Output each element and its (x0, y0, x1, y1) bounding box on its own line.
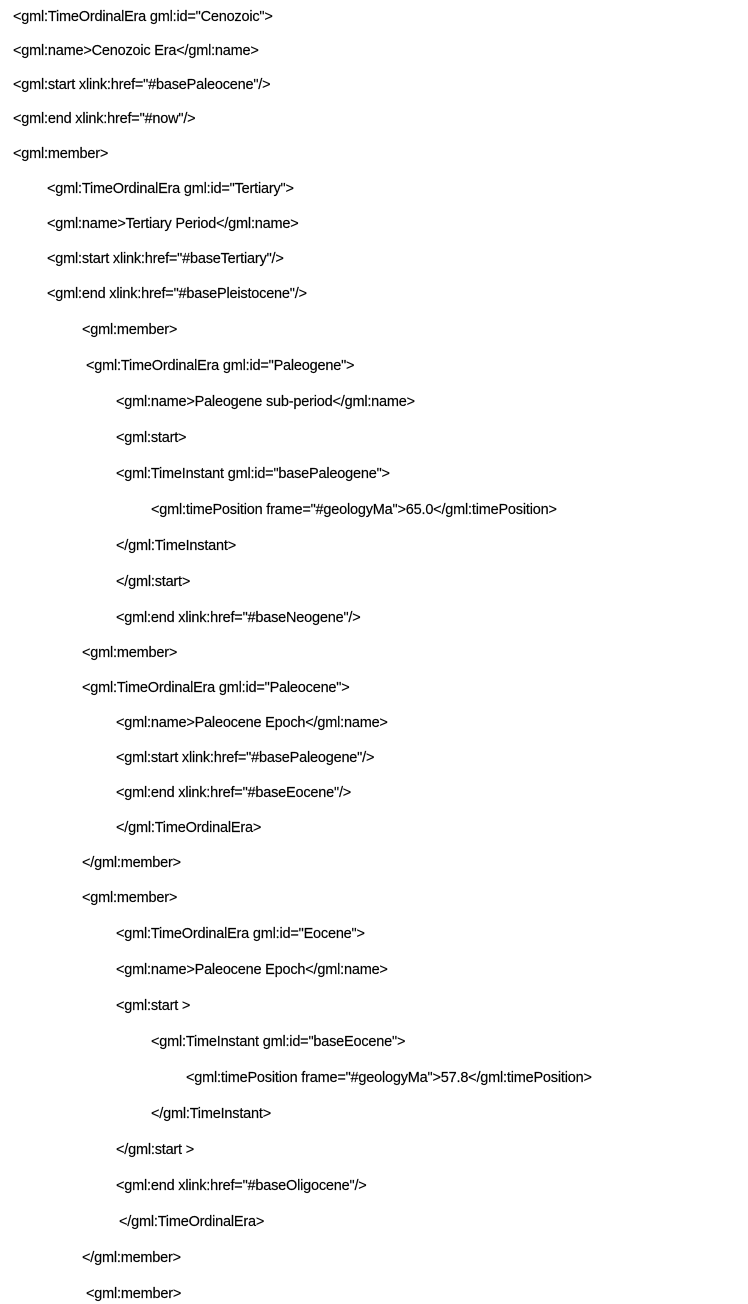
code-line: <gml:end xlink:href="#baseNeogene"/> (116, 610, 361, 626)
code-line: <gml:start > (116, 998, 191, 1014)
code-line: <gml:TimeInstant gml:id="basePaleogene"> (116, 466, 390, 482)
code-line: <gml:start xlink:href="#baseTertiary"/> (47, 251, 284, 267)
code-line: <gml:member> (13, 146, 109, 162)
code-line: <gml:member> (82, 890, 178, 906)
code-line: <gml:end xlink:href="#baseOligocene"/> (116, 1178, 367, 1194)
code-line: <gml:member> (82, 322, 178, 338)
code-line: <gml:start xlink:href="#basePaleocene"/> (13, 77, 271, 93)
code-line: <gml:member> (86, 1286, 182, 1302)
code-line: <gml:TimeOrdinalEra gml:id="Cenozoic"> (13, 9, 273, 25)
code-line: <gml:TimeOrdinalEra gml:id="Paleogene"> (86, 358, 355, 374)
code-line: <gml:start xlink:href="#basePaleogene"/> (116, 750, 375, 766)
code-line: </gml:start> (116, 574, 191, 590)
code-line: <gml:name>Tertiary Period</gml:name> (47, 216, 299, 232)
code-line: </gml:TimeOrdinalEra> (119, 1214, 265, 1230)
code-line: <gml:name>Paleocene Epoch</gml:name> (116, 715, 388, 731)
code-line: <gml:name>Cenozoic Era</gml:name> (13, 43, 259, 59)
code-line: </gml:start > (116, 1142, 194, 1158)
code-line: <gml:name>Paleogene sub-period</gml:name> (116, 394, 415, 410)
code-line: <gml:TimeOrdinalEra gml:id="Eocene"> (116, 926, 365, 942)
code-line: </gml:member> (82, 1250, 181, 1266)
code-line: <gml:end xlink:href="#now"/> (13, 111, 196, 127)
code-line: <gml:timePosition frame="#geologyMa">57.8</gml:timePosition> (186, 1070, 592, 1086)
code-line: <gml:end xlink:href="#baseEocene"/> (116, 785, 352, 801)
code-line: </gml:TimeInstant> (151, 1106, 271, 1122)
code-line: <gml:name>Paleocene Epoch</gml:name> (116, 962, 388, 978)
code-line: <gml:start> (116, 430, 187, 446)
code-line: <gml:TimeOrdinalEra gml:id="Paleocene"> (82, 680, 350, 696)
code-line: <gml:TimeInstant gml:id="baseEocene"> (151, 1034, 406, 1050)
code-line: <gml:TimeOrdinalEra gml:id="Tertiary"> (47, 181, 294, 197)
code-line: <gml:member> (82, 645, 178, 661)
code-line: </gml:TimeInstant> (116, 538, 236, 554)
code-line: <gml:timePosition frame="#geologyMa">65.0</gml:timePosition> (151, 502, 557, 518)
code-line: </gml:member> (82, 855, 181, 871)
code-line: <gml:end xlink:href="#basePleistocene"/> (47, 286, 307, 302)
code-line: </gml:TimeOrdinalEra> (116, 820, 262, 836)
